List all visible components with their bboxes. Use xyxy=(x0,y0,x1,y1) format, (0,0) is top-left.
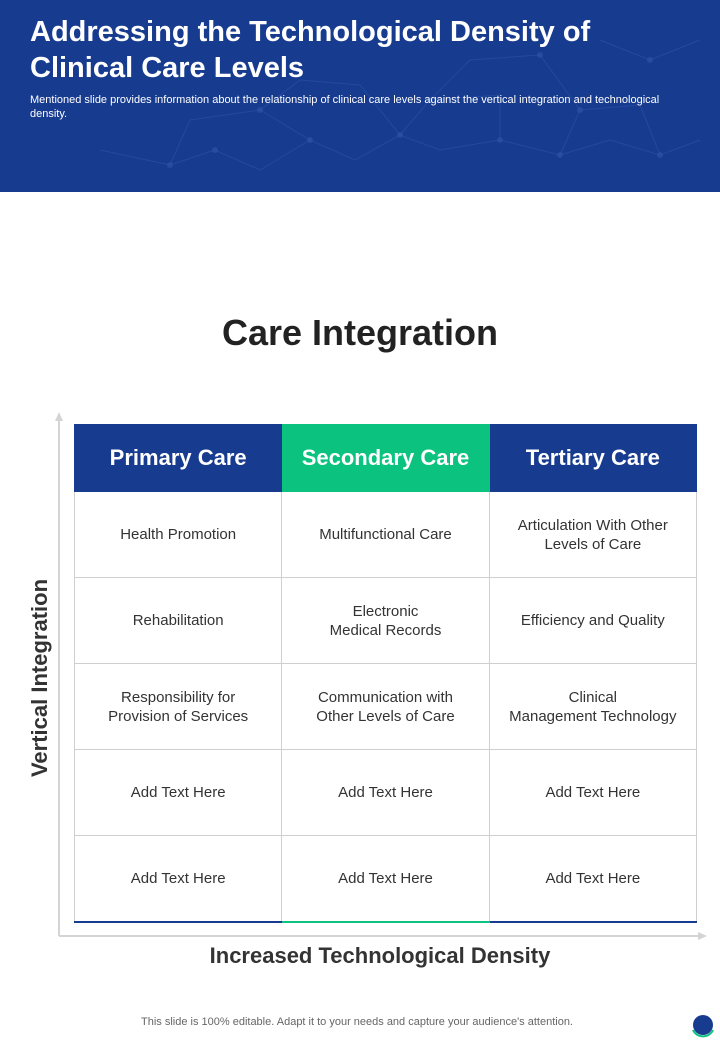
table-cell: Rehabilitation xyxy=(75,578,282,664)
x-axis-label: Increased Technological Density xyxy=(209,943,551,968)
table-cell: Responsibility for Provision of Services xyxy=(75,664,282,750)
table-cell: Add Text Here xyxy=(75,836,282,923)
x-axis-arrowhead-icon xyxy=(698,932,707,940)
column-header-secondary: Secondary Care xyxy=(282,425,489,492)
table-cell: Communication with Other Levels of Care xyxy=(282,664,489,750)
table-cell: Efficiency and Quality xyxy=(489,578,696,664)
table-row xyxy=(75,492,697,578)
table-cell: Multifunctional Care xyxy=(282,492,489,578)
table-row xyxy=(75,836,697,923)
footer-note: This slide is 100% editable. Adapt it to your needs and capture your audience's attention. xyxy=(141,1016,573,1028)
table-cell: Add Text Here xyxy=(282,750,489,836)
table-row xyxy=(75,664,697,750)
care-integration-table xyxy=(74,424,697,923)
table-cell: Electronic Medical Records xyxy=(282,578,489,664)
table-header-row xyxy=(75,425,697,492)
table-cell: Add Text Here xyxy=(282,836,489,923)
page-title: Addressing the Technological Density of Clinical Care Levels xyxy=(30,16,591,84)
y-axis-label: Vertical Integration xyxy=(27,578,52,778)
table-cell: Add Text Here xyxy=(489,836,696,923)
y-axis-arrowhead-icon xyxy=(55,412,63,421)
section-title: Care Integration xyxy=(221,312,499,353)
table-row xyxy=(75,578,697,664)
table-cell: Health Promotion xyxy=(75,492,282,578)
page-subtitle: Mentioned slide provides information about the relationship of clinical care levels against the vertical integration and technological density. xyxy=(30,94,660,120)
table-cell: Add Text Here xyxy=(75,750,282,836)
table-cell: Add Text Here xyxy=(489,750,696,836)
table-cell: Clinical Management Technology xyxy=(489,664,696,750)
brand-logo-icon xyxy=(690,1012,716,1038)
table-row xyxy=(75,750,697,836)
column-header-primary: Primary Care xyxy=(75,425,282,492)
table-cell: Articulation With Other Levels of Care xyxy=(489,492,696,578)
column-header-tertiary: Tertiary Care xyxy=(489,425,696,492)
